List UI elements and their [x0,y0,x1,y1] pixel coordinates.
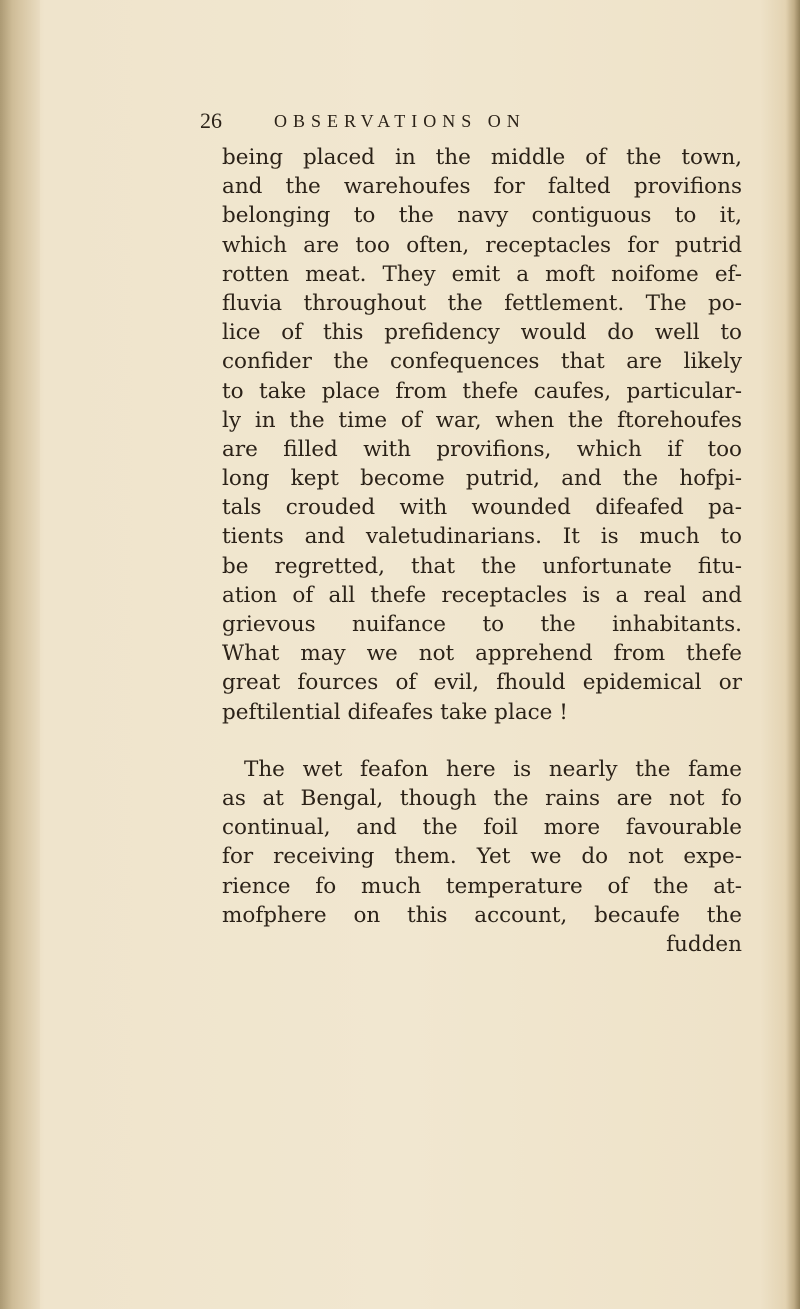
text-line: tals crouded with wounded difeafed pa- [222,495,742,521]
text-line: which are too often, receptacles for putrid [222,232,742,258]
text-line: are filled with provifions, which if too [222,436,742,462]
text-line: rotten meat. They emit a moft noifome ef- [222,261,742,287]
text-line: The wet feafon here is nearly the fame [244,756,742,782]
text-line: mofphere on this account, becaufe the [222,902,742,928]
text-line: for receiving them. Yet we do not expe- [222,844,742,870]
text-line: being placed in the middle of the town, [222,145,742,170]
text-line: confider the confequences that are likely [222,349,742,375]
page-edge-shadow [786,0,800,1309]
catchword: fudden [666,931,742,957]
body-text [222,143,742,959]
text-line: great fources of evil, fhould epidemical or [222,670,742,696]
text-line: and the warehoufes for falted provifions [222,174,742,200]
text-line: rience fo much temperature of the at- [222,873,742,899]
text-line: ation of all thefe receptacles is a real and [222,582,742,608]
paragraph-1 [222,143,742,727]
text-line: ly in the time of war, when the ftorehoufes [222,407,742,433]
text-line: lice of this prefidency would do well to [222,320,742,346]
running-head: OBSERVATIONS ON [274,111,526,131]
text-line: tients and valetudinarians. It is much to [222,524,742,550]
paragraph-spacer [222,727,742,755]
text-line: as at Bengal, though the rains are not fo [222,785,742,811]
page-number: 26 [200,108,222,133]
text-line: fluvia throughout the fettlement. The po- [222,290,742,316]
text-line: belonging to the navy contiguous to it, [222,203,742,229]
text-line: to take place from thefe caufes, particular- [222,378,742,404]
paragraph-2 [222,755,742,959]
text-line: continual, and the foil more favourable [222,815,742,841]
page-gutter-shadow [0,0,40,1309]
text-line: long kept become putrid, and the hofpi- [222,466,742,492]
text-line: peftilential difeafes take place ! [222,699,568,725]
text-line: grievous nuifance to the inhabitants. [222,612,742,637]
text-line: What may we not apprehend from thefe [222,641,742,667]
page-header [200,108,740,142]
text-line: be regretted, that the unfortunate fitu- [222,553,742,579]
